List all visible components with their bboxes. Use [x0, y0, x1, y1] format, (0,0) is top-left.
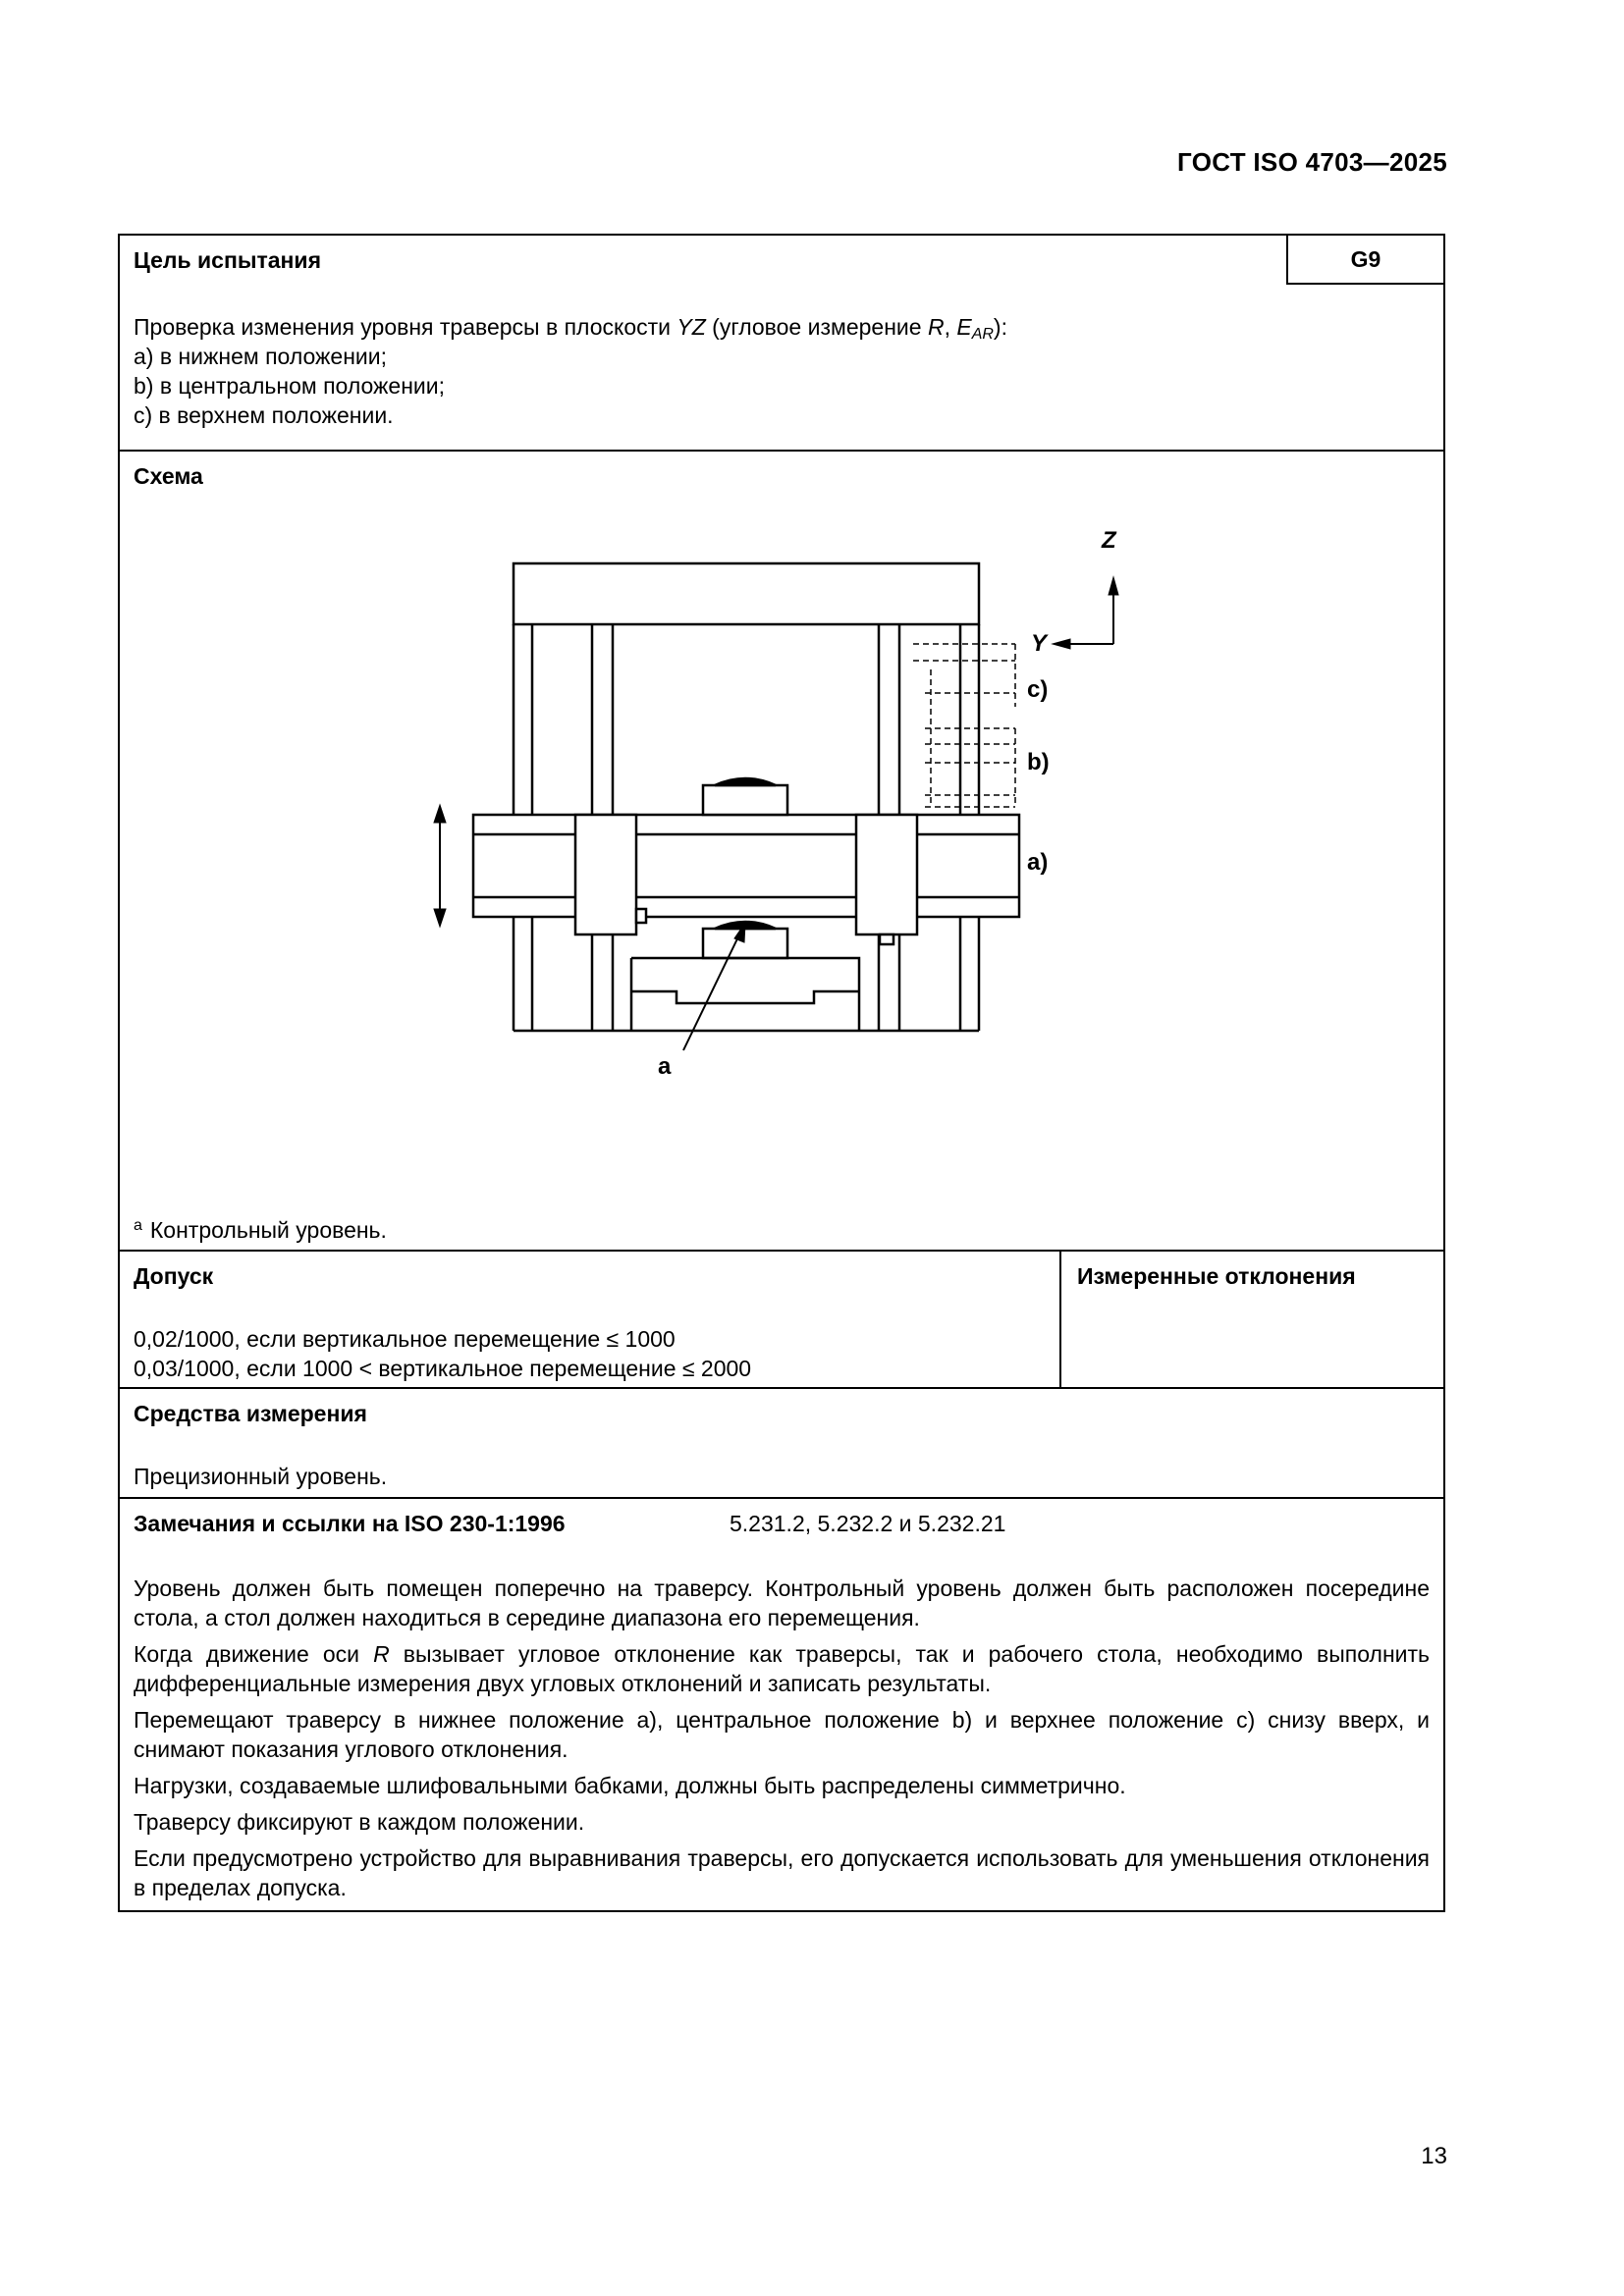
test-card — [118, 234, 1445, 1912]
note-paragraph-5: Траверсу фиксируют в каждом положении. — [134, 1809, 585, 1835]
test-code: G9 — [1286, 236, 1443, 285]
level-on-crossbeam — [703, 785, 787, 815]
notes-title: Замечания и ссылки на ISO 230-1:1996 — [134, 1511, 566, 1536]
tolerance-line-1: 0,02/1000, если вертикальное перемещение ≤ 1000 — [134, 1326, 676, 1352]
instruments-section — [120, 1389, 1443, 1499]
position-c-label: c) — [1027, 676, 1049, 703]
note-paragraph-6: Если предусмотрено устройство для выравнивания траверсы, его допускается использовать для уменьшения отклонения в пределах допуска. — [134, 1845, 1430, 1900]
purpose-statement: Проверка изменения уровня траверсы в плоскости YZ (угловое измерение R, $E_{AR}$): — [134, 314, 1007, 343]
measured-deviations-title: Измеренные отклонения — [1077, 1263, 1356, 1289]
purpose-item-c: c) в верхнем положении. — [134, 402, 394, 428]
scheme-footnote: $^a$ Контрольный уровень. — [134, 1217, 387, 1243]
instruments-text: Прецизионный уровень. — [134, 1464, 388, 1489]
scheme-section — [120, 452, 1443, 1252]
position-b-label: b) — [1027, 749, 1050, 775]
note-paragraph-2: Когда движение оси R вызывает угловое отклонение как траверсы, так и рабочего стола, необходимо выполнить дифференциальные измерения двух угловых отклонений и записать результаты. — [134, 1641, 1431, 1696]
purpose-item-b: b) в центральном положении; — [134, 373, 445, 399]
purpose-body — [120, 285, 1443, 430]
axis-y-label: Y — [1031, 630, 1048, 657]
page-number: 13 — [1421, 2143, 1447, 2169]
reference-level — [703, 929, 787, 958]
tolerance-line-2: 0,03/1000, если 1000 < вертикальное перемещение ≤ 2000 — [134, 1356, 752, 1381]
purpose-section — [120, 236, 1443, 452]
machine-diagram — [120, 452, 1443, 1250]
crossbeam — [473, 815, 1019, 917]
purpose-item-a: a) в нижнем положении; — [134, 344, 387, 369]
reference-level-label: a — [658, 1053, 672, 1080]
scheme-title: Схема — [134, 463, 203, 489]
notes-section — [120, 1499, 1443, 1910]
measured-deviations-cell — [1061, 1252, 1443, 1387]
position-a-label: a) — [1027, 849, 1049, 876]
tolerance-title: Допуск — [134, 1263, 214, 1289]
document-header: ГОСТ ISO 4703—2025 — [1177, 147, 1447, 177]
notes-references: 5.231.2, 5.232.2 и 5.232.21 — [730, 1511, 1006, 1536]
note-paragraph-4: Нагрузки, создаваемые шлифовальными бабками, должны быть распределены симметрично. — [134, 1773, 1126, 1798]
axis-z-label: Z — [1102, 527, 1116, 554]
note-paragraph-1: Уровень должен быть помещен поперечно на траверсу. Контрольный уровень должен быть расположен посередине стола, а стол должен находиться в середине диапазона его перемещения. — [134, 1575, 1430, 1630]
tolerance-cell — [120, 1252, 1061, 1387]
top-beam — [514, 563, 979, 624]
tolerance-section — [120, 1252, 1443, 1389]
purpose-title: Цель испытания — [134, 247, 321, 273]
note-paragraph-3: Перемещают траверсу в нижнее положение a), центральное положение b) и верхнее положение c) снизу вверх, и снимают показания углового отклонения. — [134, 1707, 1430, 1762]
instruments-title: Средства измерения — [134, 1401, 367, 1426]
